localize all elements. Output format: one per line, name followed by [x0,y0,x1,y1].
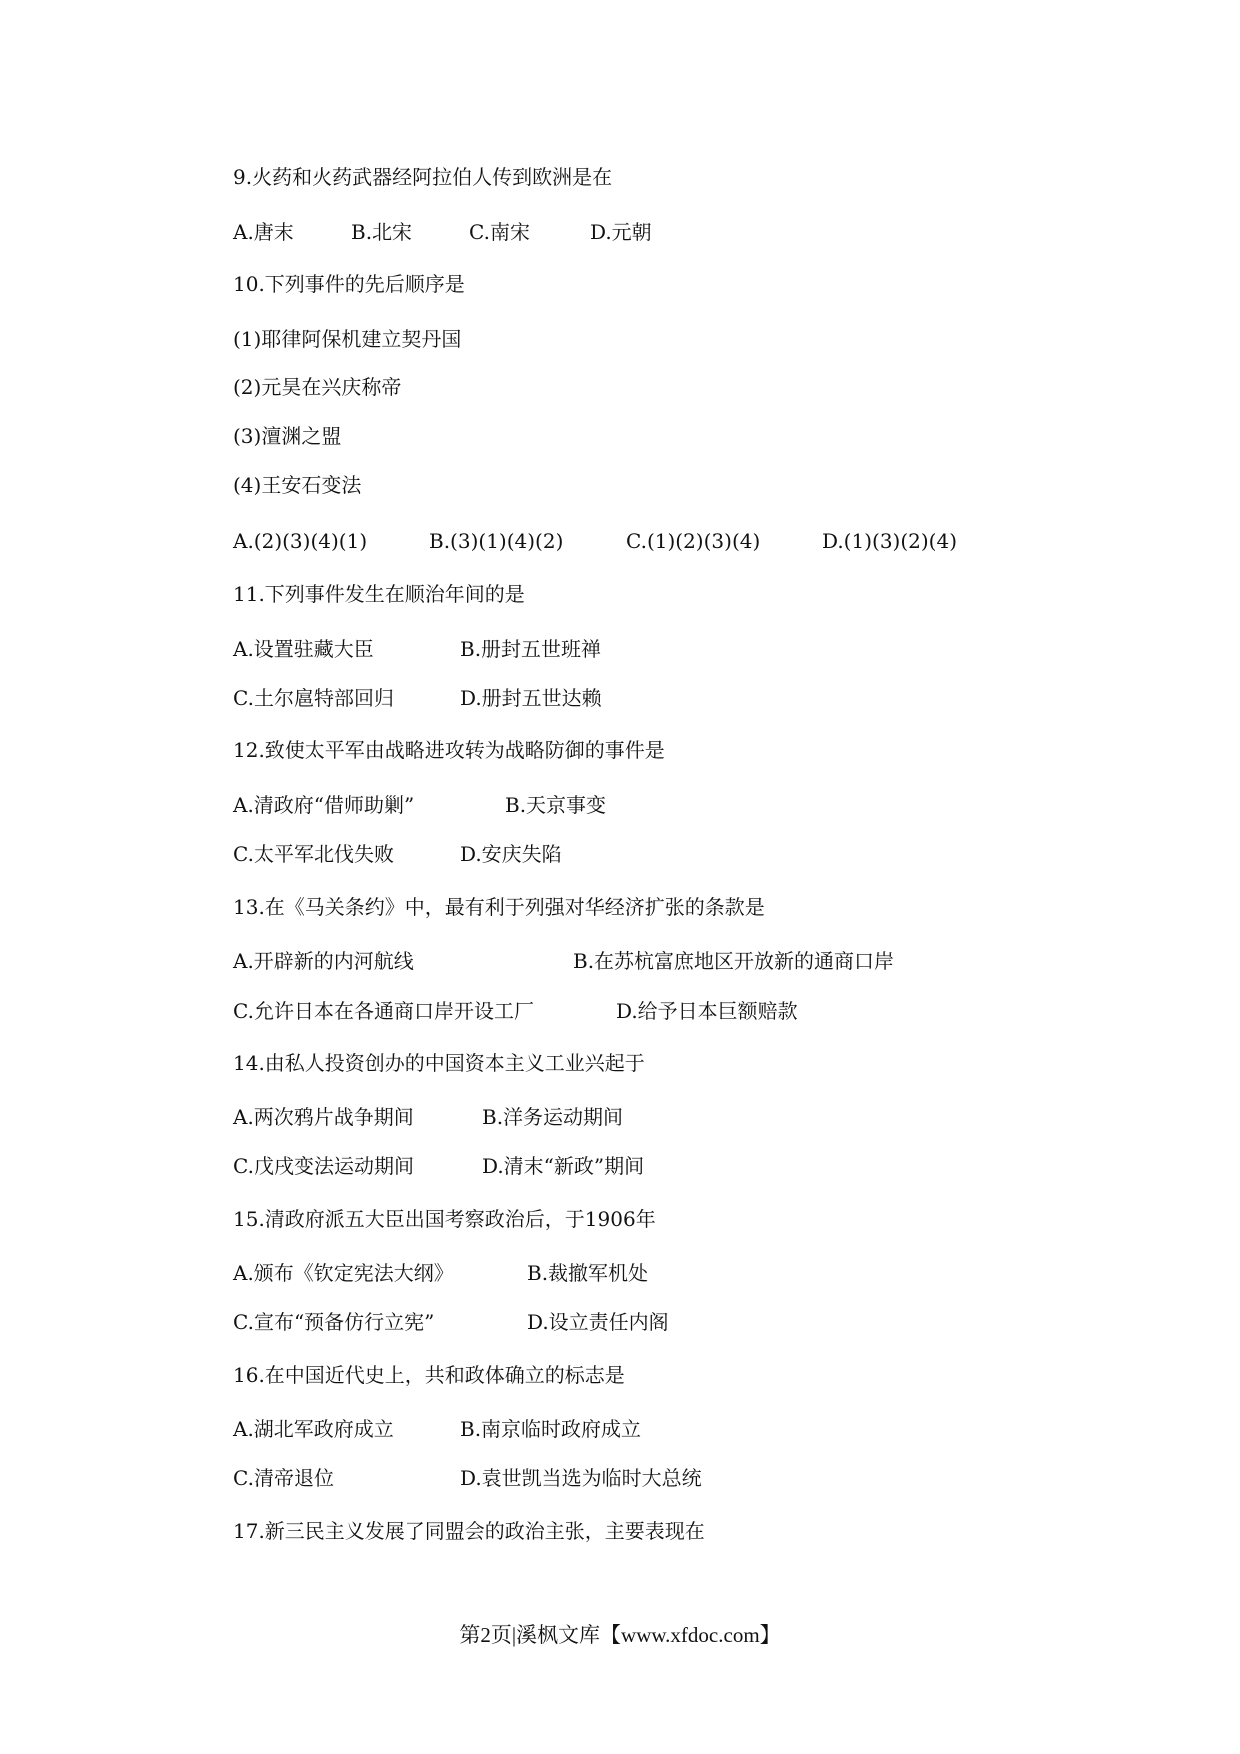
question-10-item-4: (4)王安石变法 [233,473,362,497]
option-b: B.南京临时政府成立 [460,1417,642,1441]
option-b: B.(3)(1)(4)(2) [429,529,564,553]
question-10-item-2: (2)元昊在兴庆称帝 [233,375,402,399]
question-10-item-1: (1)耶律阿保机建立契丹国 [233,327,462,351]
option-b: B.天京事变 [505,793,607,817]
option-a: A.清政府“借师助剿” [233,793,415,817]
option-a: A.颁布《钦定宪法大纲》 [233,1261,454,1285]
option-b: B.在苏杭富庶地区开放新的通商口岸 [573,949,895,973]
question-13-stem: 13.在《马关条约》中，最有利于列强对华经济扩张的条款是 [233,895,765,919]
option-c: C.戊戌变法运动期间 [233,1154,414,1178]
option-b: B.册封五世班禅 [460,637,602,661]
option-c: C.允许日本在各通商口岸开设工厂 [233,999,534,1023]
option-c: C.宣布“预备仿行立宪” [233,1310,435,1334]
option-c: C.土尔扈特部回归 [233,686,394,710]
question-11-stem: 11.下列事件发生在顺治年间的是 [233,582,525,606]
option-b: B.裁撤军机处 [527,1261,649,1285]
option-d: D.袁世凯当选为临时大总统 [460,1466,702,1490]
option-d: D.设立责任内阁 [527,1310,669,1334]
option-c: C.太平军北伐失败 [233,842,394,866]
question-16-stem: 16.在中国近代史上，共和政体确立的标志是 [233,1363,625,1387]
question-10-stem: 10.下列事件的先后顺序是 [233,272,465,296]
question-17-stem: 17.新三民主义发展了同盟会的政治主张，主要表现在 [233,1519,705,1543]
question-15-stem: 15.清政府派五大臣出国考察政治后，于1906年 [233,1207,656,1231]
option-d: D.册封五世达赖 [460,686,602,710]
option-d: D.元朝 [590,220,652,244]
question-12-stem: 12.致使太平军由战略进攻转为战略防御的事件是 [233,738,665,762]
option-b: B.洋务运动期间 [482,1105,624,1129]
question-14-stem: 14.由私人投资创办的中国资本主义工业兴起于 [233,1051,645,1075]
option-a: A.唐末 [233,220,294,244]
option-c: C.清帝退位 [233,1466,334,1490]
option-d: D.(1)(3)(2)(4) [822,529,957,553]
option-d: D.安庆失陷 [460,842,562,866]
option-a: A.湖北军政府成立 [233,1417,394,1441]
option-a: A.两次鸦片战争期间 [233,1105,414,1129]
question-9-stem: 9.火药和火药武器经阿拉伯人传到欧洲是在 [233,165,613,189]
option-d: D.清末“新政”期间 [482,1154,645,1178]
page-footer: 第2页|溪枫文库【www.xfdoc.com】 [459,1623,781,1647]
option-b: B.北宋 [351,220,413,244]
option-a: A.(2)(3)(4)(1) [233,529,368,553]
question-10-item-3: (3)澶渊之盟 [233,424,342,448]
option-c: C.(1)(2)(3)(4) [626,529,761,553]
option-a: A.设置驻藏大臣 [233,637,374,661]
option-c: C.南宋 [469,220,530,244]
option-a: A.开辟新的内河航线 [233,949,414,973]
option-d: D.给予日本巨额赔款 [616,999,798,1023]
